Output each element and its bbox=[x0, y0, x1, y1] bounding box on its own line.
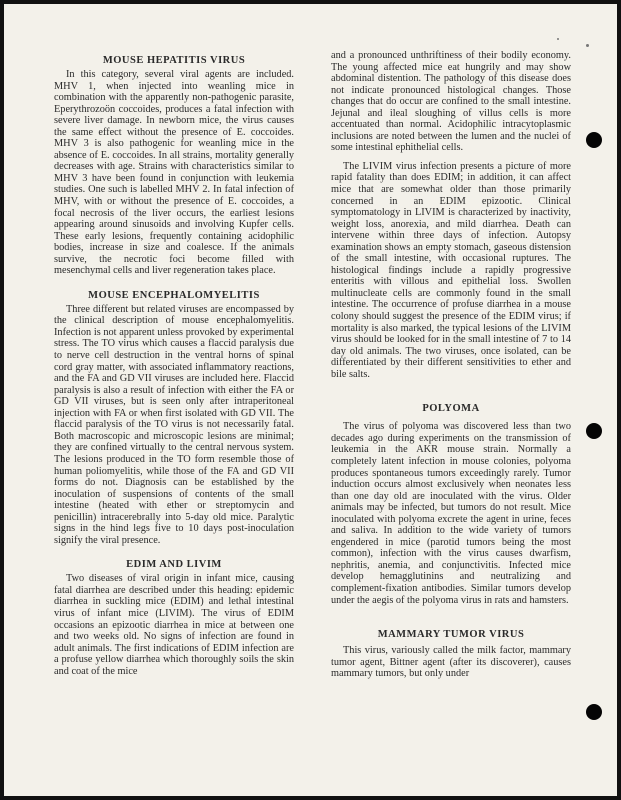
section-heading-edim-livim: EDIM AND LIVIM bbox=[126, 559, 222, 571]
document-page bbox=[4, 4, 617, 796]
section-mammary-tumor-virus bbox=[331, 628, 571, 680]
section-heading-mouse-hepatitis: MOUSE HEPATITIS VIRUS bbox=[102, 55, 246, 66]
paragraph: In this category, several viral agents are included. MHV 1, when injected into weanling mice in combination with the apparently non-pathogenic parasite, Eperythrozoön coccoides, produces a fatal infection with severe liver damage. In newborn mice, the virus causes the same effect without the presence of E. coccoides. MHV 3 is also pathogenic for weanling mice in the absence of E. coccoides. In all strains, mortality generally decreases with age. Strains with characteristics similar to MHV 3 have been found in conjunction with leukemia studies. One such is labelled MHV 2. In fatal infection of MHV, with or without the presence of E. coccoides, a focal necrosis of the liver occurs, the earliest lesions appearing around sinusoids and involving Kupfer cells. These early lesions, frequently containing acidophilic bodies, increase in size and coalesce. If the animals survive, the necrotic foci become filled with mesenchymal cells and liver regeneration takes place. bbox=[54, 69, 294, 277]
paragraph-continued: and a pronounced unthriftiness of their bodily economy. The young affected mice eat hungrily and may show abdominal distention. The pathology of this disease does not indicate pronounced histological changes. Those changes that do occur are confined to the small intestine. Jejunal and ileal sloughing of villus cells is more accentuated than normal. Acidophilic intracytoplasmic inclusions are noted between the lumen and the nuclei of some intestinal ephithelial cells. bbox=[331, 50, 571, 154]
paragraph: Two diseases of viral origin in infant mice, causing fatal diarrhea are described under this heading: epidemic diarrhea in suckling mice (EDIM) and lethal intestinal virus of infant mice (LIVIM). The virus of EDIM occasions an epizootic diarrhea in mice at between one and two weeks old. No signs of infection are found in adult animals. The first indications of EDIM infection are a profuse yellow diarrhea which thoroughly soils the skin and coat of the mice bbox=[54, 573, 294, 677]
left-column bbox=[54, 54, 294, 677]
section-heading-mammary-tumor-virus: MAMMARY TUMOR VIRUS bbox=[377, 629, 525, 641]
right-column bbox=[331, 50, 571, 680]
section-edim-livim bbox=[54, 558, 294, 677]
binder-hole-icon bbox=[586, 132, 602, 148]
paper-speck bbox=[586, 44, 589, 47]
paragraph: This virus, variously called the milk factor, mammary tumor agent, Bittner agent (after its discoverer), causes mammary tumors, but only under bbox=[331, 645, 571, 680]
paragraph: Three different but related viruses are encompassed by the clinical description of mouse encephalomyelitis. Infection is not apparent unless provoked by experimental stress. The TO virus which causes a flaccid paralysis due to nerve cell destruction in the ventral horns of spinal cord gray matter, with associated inflammatory reactions, and the FA and GD VII viruses are included here. Flaccid paralysis is also a result of infection with either the FA or GD VII viruses, but is seen only after intraperitoneal injection with FA or when first isolated with GD VII. The flaccid paralysis of the TO virus is not necessarily fatal. Both macroscopic and microscopic lesions are minimal; they are confined virtually to the central nervous system. The lesions produced in the TO form resemble those of human poliomyelitis, while those of the FA and GD VII forms do not. Diagnosis can be established by the inoculation of suspensions of contents of the small intestine (heated with ether or streptomycin and penicillin) intracerebrally into 5-day old mice. Paralytic signs in the hind legs five to 10 days post-inoculation signify the viral presence. bbox=[54, 303, 294, 546]
section-mouse-hepatitis bbox=[54, 54, 294, 277]
paper-speck bbox=[557, 38, 559, 40]
paragraph: The virus of polyoma was discovered less than two decades ago during experiments on the transmission of leukemia in the AKR mouse strain. Normally a completely latent infection in mouse colonies, polyoma produces spontaneous tumors exceedingly rarely. Tumor induction occurs almost exclusively when neonates less than one day old are inoculated with the virus. Older animals may be infected, but tumors do not result. Mice inoculated with polyoma excrete the agent in urine, feces and saliva. In addition to the wide variety of tumors engendered in mice (parotid tumors being the most common), infection with the virus causes dwarfism, nephritis, anemia, and conjunctivitis. Infected mice develop hemagglutinins and neutralizing and complement-fixation antibodies. Similar tumors develop under the aegis of the polyoma virus in rats and hamsters. bbox=[331, 421, 571, 606]
binder-hole-icon bbox=[586, 423, 602, 439]
section-heading-polyoma: POLYOMA bbox=[422, 403, 480, 415]
binder-hole-icon bbox=[586, 704, 602, 720]
section-edim-livim-continued bbox=[331, 50, 571, 380]
section-mouse-encephalomyelitis bbox=[54, 289, 294, 546]
section-polyoma bbox=[331, 402, 571, 606]
paragraph: The LIVIM virus infection presents a picture of more rapid fatality than does EDIM; in addition, it can affect mice that are somewhat older than those primarily concerned in an EDIM epizootic. Clinical symptomatology in LIVIM is characterized by inactivity, weight loss, anorexia, and mild diarrhea. Death can intervene within three days of infection. Autopsy examination shows an empty stomach, gaseous distension of the small intestine, with occasional ruptures. The histological findings include a rapidly progressive enteritis with villous and epithelial loss. Swollen multinucleate cells are commonly found in the small intestine. The occurrence of profuse diarrhea in a mouse colony should suggest the presence of the EDIM virus; if mortality is also marked, the typical lesions of the LIVIM virus should be looked for in the small intestine of 7 to 14 day old animals. The two viruses, once isolated, can be differentiated by their different sensitivities to ether and bile salts. bbox=[331, 160, 571, 380]
section-heading-mouse-encephalomyelitis: MOUSE ENCEPHALOMYELITIS bbox=[88, 289, 260, 301]
